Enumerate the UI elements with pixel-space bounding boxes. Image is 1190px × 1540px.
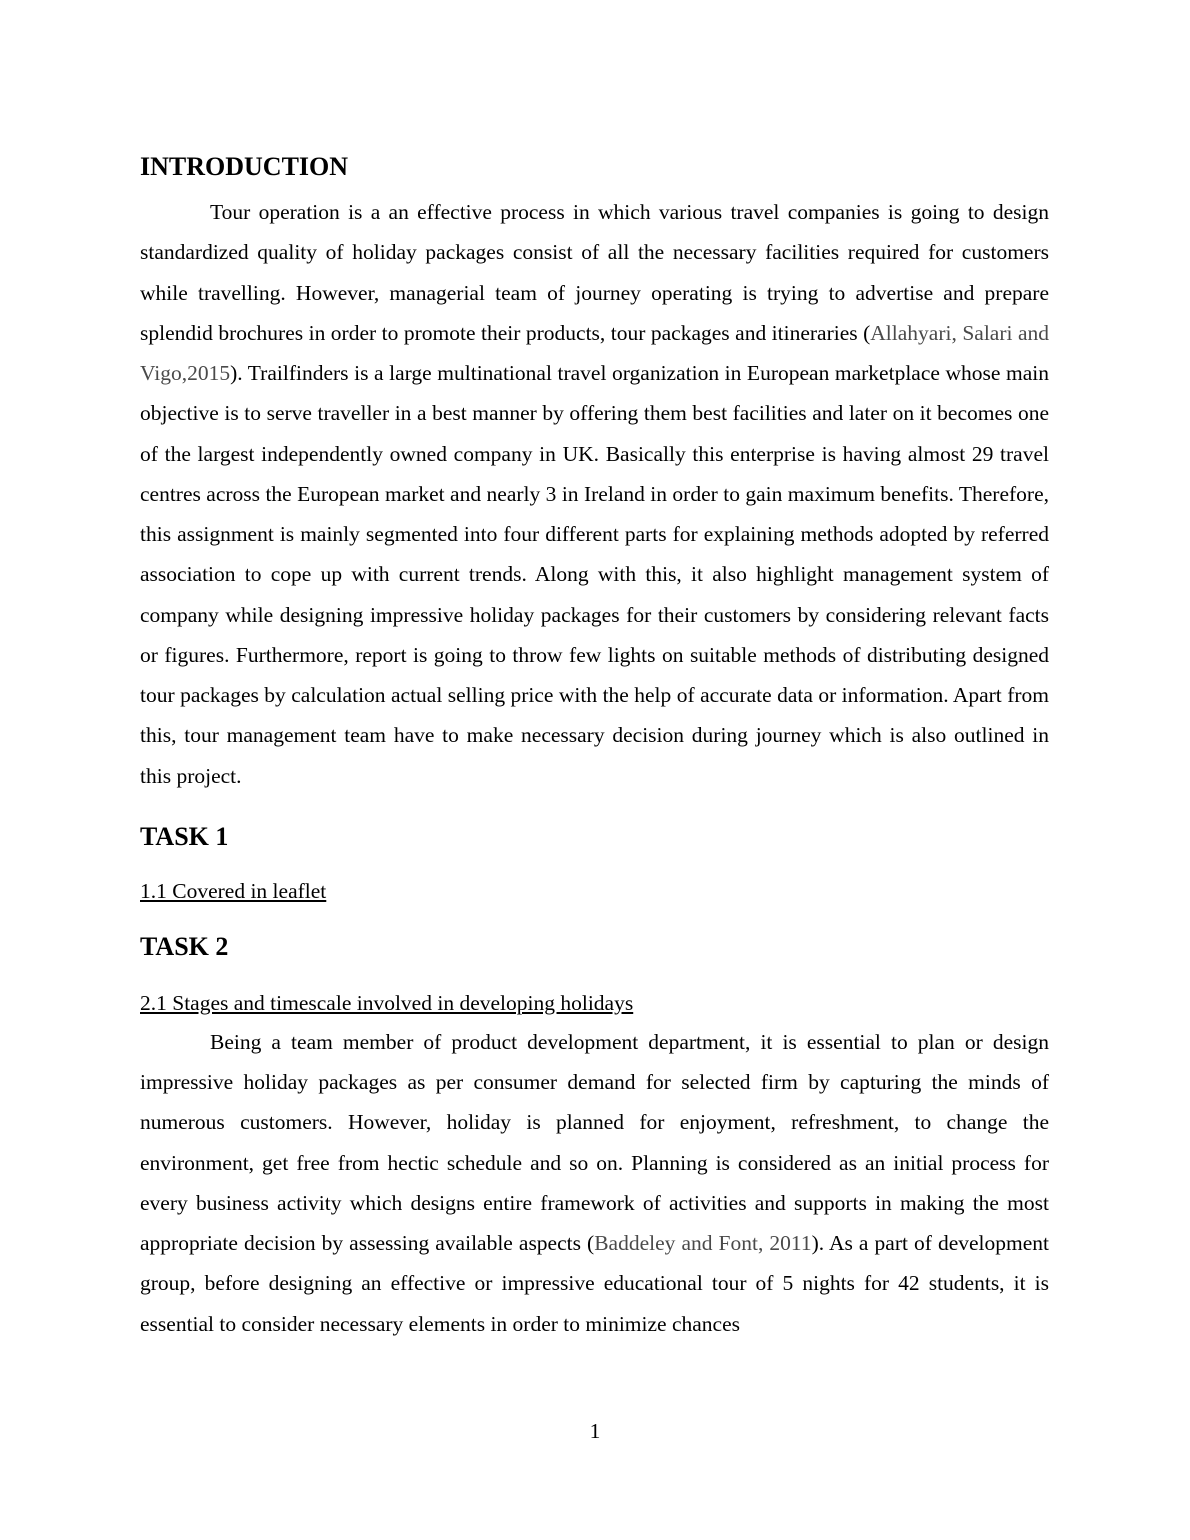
task-2-text-part2: ). As a part of development group, before designing an effective or impressive educational tour of 5 nights for 42 students, it is essential to consider necessary elements in order to minimize chances — [140, 1231, 1050, 1336]
task-2-paragraph — [140, 1022, 1049, 1344]
introduction-text-part1: Tour operation is a an effective process in which various travel companies is going to design standardized quality of holiday packages consist of all the necessary facilities required for customers while travelling. However, managerial team of journey operating is trying to advertise and prepare splendid brochures in order to promote their products, tour packages and itineraries ( — [140, 200, 1049, 345]
document-page — [140, 150, 1049, 1344]
introduction-paragraph — [140, 192, 1049, 796]
citation-baddeley: Baddeley and Font, 2011 — [594, 1231, 812, 1255]
citation-allahyari: Allahyari, Salari and Vigo,2015 — [140, 320, 1050, 385]
subsection-1-1-heading: 1.1 Covered in leaflet — [140, 878, 327, 903]
subsection-2-1-heading: 2.1 Stages and timescale involved in developing holidays — [140, 990, 634, 1015]
page-number: 1 — [589, 1419, 601, 1443]
task-1-heading: TASK 1 — [140, 821, 229, 851]
introduction-text-part2: ). Trailfinders is a large multinational travel organization in European marketplace whose main objective is to serve traveller in a best manner by offering them best facilities and later on it becomes one of the largest independently owned company in UK. Basically this enterprise is having almost 29 travel centres across the European market and nearly 3 in Ireland in order to gain maximum benefits. Therefore, this assignment is mainly segmented into four different parts for explaining methods adopted by referred association to cope up with current trends. Along with this, it also highlight management system of company while designing impressive holiday packages for their customers by considering relevant facts or figures. Furthermore, report is going to throw few lights on suitable methods of distributing designed tour packages by calculation actual selling price with the help of accurate data or information. Apart from this, tour management team have to make necessary decision during journey which is also outlined in this project. — [140, 361, 1049, 788]
task-2-text-part1: Being a team member of product development department, it is essential to plan or design impressive holiday packages as per consumer demand for selected firm by capturing the minds of numerous customers. However, holiday is planned for enjoyment, refreshment, to change the environment, get free from hectic schedule and so on. Planning is considered as an initial process for every business activity which designs entire framework of activities and supports in making the most appropriate decision by assessing available aspects ( — [140, 1029, 1049, 1255]
introduction-heading: INTRODUCTION — [140, 152, 349, 181]
task-2-heading: TASK 2 — [140, 931, 229, 961]
